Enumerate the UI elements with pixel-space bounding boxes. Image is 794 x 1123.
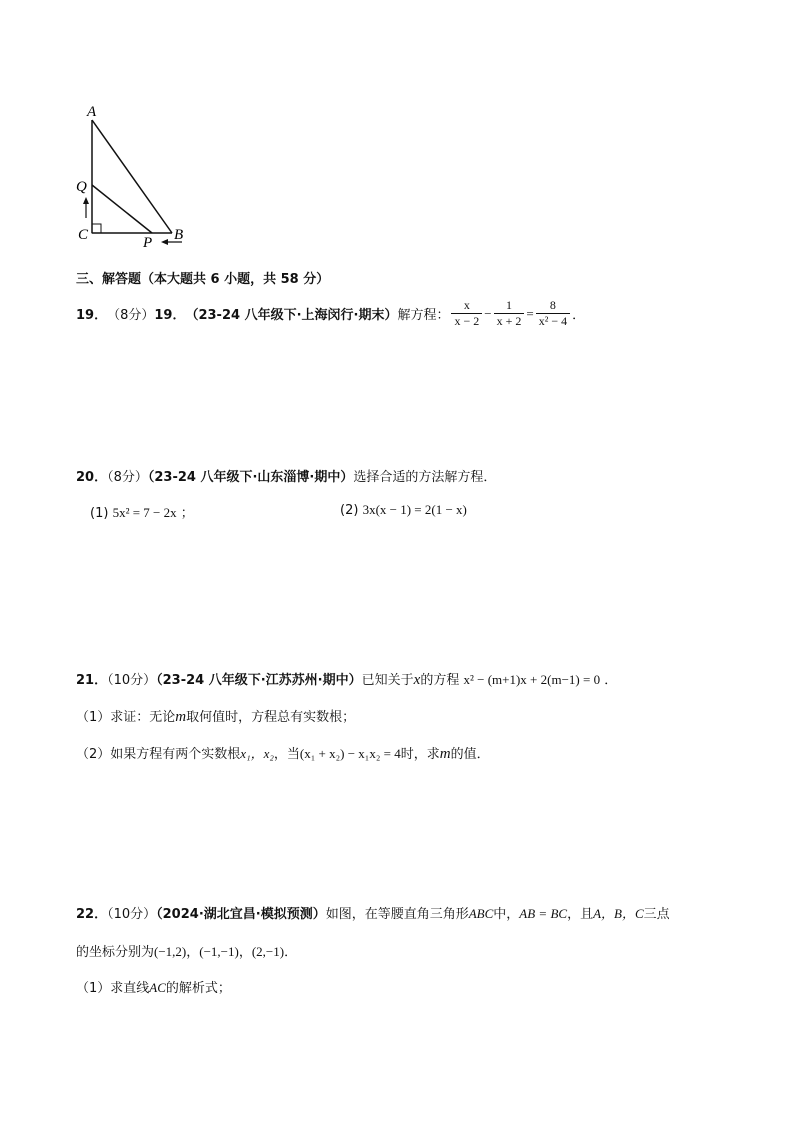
q19-minus: − <box>484 305 492 321</box>
q20-text: 选择合适的方法解方程． <box>353 470 497 485</box>
q20-score: （8分） <box>107 470 148 485</box>
q19-f3-den: x² − 4 <box>536 313 570 329</box>
q21-var-x: x <box>413 672 421 688</box>
q19-f1-num: x <box>463 298 470 312</box>
q19-f3-num: 8 <box>549 298 556 312</box>
q22-score: （10分） <box>107 907 157 922</box>
q19-number: 19． <box>76 308 108 323</box>
q21-number: 21． <box>76 673 108 688</box>
q19-number-repeat: 19． <box>154 308 186 323</box>
q22-cond: AB = BC <box>519 906 568 921</box>
q21-score: （10分） <box>107 673 157 688</box>
q22-tri: ABC <box>468 906 494 921</box>
q20-part-1 <box>90 502 194 521</box>
q22-number: 22． <box>76 907 108 922</box>
q22-text-c: ，且 <box>567 907 594 922</box>
q20-p1-expr: 5x² = 7 − 2x <box>112 505 177 520</box>
q19-f1-den: x − 2 <box>451 313 482 329</box>
q21-p2-roots: x₁，x₂ <box>240 746 274 761</box>
q20-p2-expr: 3x(x − 1) = 2(1 − x) <box>362 502 467 517</box>
q20-p2-label: (2) <box>340 503 359 518</box>
q20-number: 20． <box>76 470 108 485</box>
question-19 <box>76 298 585 329</box>
q21-equation: x² − (m+1)x + 2(m−1) = 0 <box>463 672 601 687</box>
question-22 <box>76 903 670 922</box>
q19-f2-num: 1 <box>505 298 512 312</box>
q21-text-pre: 已知关于 <box>361 673 414 688</box>
q20-p1-end: ； <box>180 506 194 521</box>
q22-p1-var: AC <box>149 980 166 995</box>
q22-pts: A，B，C <box>593 906 644 921</box>
q21-p2-cond: (x₁ + x₂) − x₁x₂ = 4 <box>299 746 401 761</box>
question-20 <box>76 466 496 485</box>
q21-p2-text-b: ，当 <box>273 747 300 762</box>
q22-text-a: 如图，在等腰直角三角形 <box>325 907 469 922</box>
q20-source: （23-24 八年级下·山东淄博·期中） <box>147 470 354 485</box>
label-b: B <box>174 227 184 243</box>
q22-line2-a: 的坐标分别为 <box>76 945 155 960</box>
label-p: P <box>143 235 153 250</box>
arrow-left-head <box>161 239 168 245</box>
q22-p1-label: （1） <box>76 981 111 996</box>
q19-fraction-3 <box>536 298 570 329</box>
q22-source: （2024·湖北宜昌·模拟预测） <box>156 907 326 922</box>
q22-line2-end: ． <box>284 945 298 960</box>
q21-p2-text-c: 时，求 <box>400 747 440 762</box>
q22-text-d: 三点 <box>643 907 670 922</box>
section-heading: 三、解答题（本大题共 6 小题，共 58 分） <box>76 272 330 287</box>
q21-p1-label: （1） <box>76 710 111 725</box>
q21-text-mid: 的方程 <box>420 673 460 688</box>
q22-line-2 <box>76 941 297 960</box>
q19-score: （8分） <box>107 308 155 323</box>
q20-p1-label: (1) <box>90 506 109 521</box>
q22-p1-text-a: 求直线 <box>110 981 150 996</box>
q21-p2-text-a: 如果方程有两个实数根 <box>110 747 241 762</box>
label-q: Q <box>76 179 87 195</box>
arrow-up-head <box>83 197 89 204</box>
q20-part-2 <box>340 502 467 518</box>
q21-end: ． <box>604 673 618 688</box>
q19-end: ． <box>572 308 586 323</box>
triangle-figure <box>70 100 200 250</box>
label-c: C <box>78 227 89 243</box>
q21-p1-var-m: m <box>175 709 187 725</box>
q21-part-1 <box>76 706 355 726</box>
q21-p1-text-a: 求证：无论 <box>110 710 176 725</box>
q19-equals: = <box>526 305 534 321</box>
q22-coords: (−1,2)，(−1,−1)，(2,−1) <box>154 944 285 959</box>
q19-fraction-2 <box>494 298 525 329</box>
q22-part-1 <box>76 977 231 996</box>
label-a: A <box>87 104 97 120</box>
q21-p2-var-m: m <box>439 746 451 762</box>
q19-text: 解方程： <box>397 308 450 323</box>
q19-source: （23-24 八年级下·上海闵行·期末） <box>185 308 398 323</box>
q21-p2-label: （2） <box>76 747 111 762</box>
q21-p1-text-b: 取何值时，方程总有实数根； <box>186 710 356 725</box>
q21-part-2 <box>76 743 490 763</box>
q21-p2-text-d: 的值． <box>450 747 490 762</box>
q21-source: （23-24 八年级下·江苏苏州·期中） <box>156 673 362 688</box>
q19-fraction-1 <box>451 298 482 329</box>
q22-text-b: 中， <box>493 907 520 922</box>
q19-f2-den: x + 2 <box>494 313 525 329</box>
right-angle-mark <box>92 224 101 233</box>
q22-p1-text-b: 的解析式； <box>165 981 231 996</box>
question-21 <box>76 669 617 689</box>
